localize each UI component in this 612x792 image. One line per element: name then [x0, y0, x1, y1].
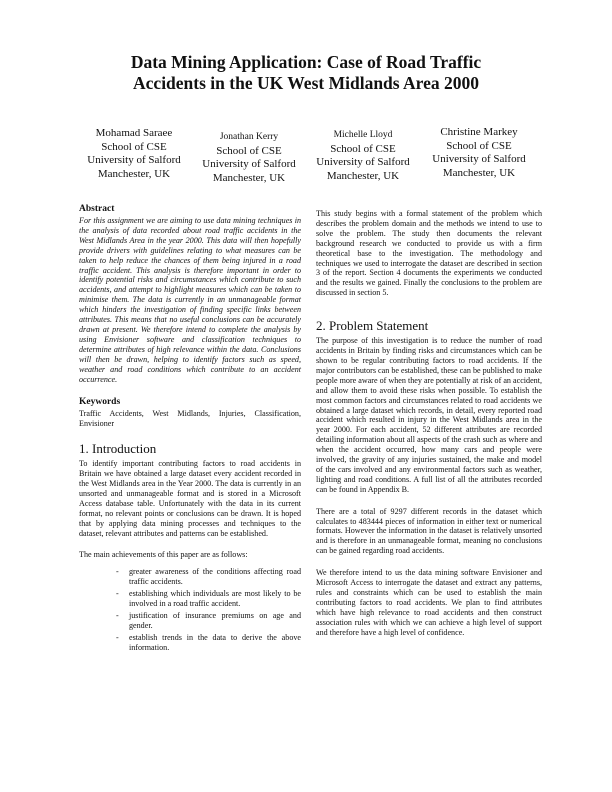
author-block: [193, 131, 305, 185]
author-dept: School of CSE: [446, 139, 512, 152]
list-item: - establishing which individuals are most likely to be involved in a road traffic accident.: [116, 589, 301, 609]
author-dept: School of CSE: [330, 142, 396, 155]
abstract-text: For this assignment we are aiming to use data mining techniques in the analysis of data recorded about road traffic accidents in the West Midlands Area in the year 2000. This data will then hopefully provide drivers with guidelines relating to what measures can be taken to help reduce the chances of them being injured in a road traffic accident. This analysis is therefore important in order to identify potential risks and circumstances which contribute to such accidents, and attempt to highlight measures which can be taken to minimise them. The data is currently in an unmanageable format which hinders the investigation of finding specific links between attributes. This means that no useful conclusions can be accurately drawn at present. We therefore intend to complete the analysis by using Envisioner software and classification techniques to determine attributes of high relevance within the data. Conclusions will then be drawn, helping to identify factors such as speed, weather and road conditions which contribute to an accident occurrence.: [79, 216, 301, 384]
title-line-2: Accidents in the UK West Midlands Area 2000: [133, 73, 479, 93]
keywords-heading: Keywords: [79, 397, 121, 408]
author-name: Christine Markey: [440, 126, 518, 138]
overview-paragraph: This study begins with a formal statement of the problem which describes the problem domain and the methods we intend to use to solve the problem. The study then documents the relevant background research we conducted to provide us with a firm theoretical base to the investigation. The methodology and techniques we used to interrogate the dataset are described in section 3 of the report. Section 4 documents the experiments we conducted and the results we gained. Finally the conclusions to the problem are discussed in section 5.: [316, 209, 542, 298]
author-dept: School of CSE: [216, 144, 282, 157]
problem-paragraph: The purpose of this investigation is to reduce the number of road accidents in Britain by finding risks and circumstances which can be shown to be regular contributing factors to road accidents. If the major contributors can be established, these can be published to make people more aware of when they are potentially at risk of an accident, and allow them to avoid these risks when possible. To establish the most common factors and circumstances related to road accidents we obtained a large dataset which records, in detail, every reported road accident which resulted in injury in the West Midlands area in the year 2000. For each accident, 52 different attributes are recorded detailing information about all aspects of the crash such as where and when the accident occurred, how many cars and people were involved, the gravity of any injuries sustained, the make and model of the cars involved and any environmental factors such as weather, lighting and road conditions. A full list of all the attributes recorded can be found in Appendix B.: [316, 336, 542, 494]
paper-title: [60, 52, 552, 94]
achievements-intro: The main achievements of this paper are as follows:: [79, 550, 248, 560]
author-location: Manchester, UK: [212, 171, 286, 184]
left-column: [79, 203, 301, 655]
author-name: Michelle Lloyd: [333, 130, 393, 140]
problem-paragraph: There are a total of 9297 different records in the dataset which calculates to 483444 pieces of information in either text or numerical formats. However the information in the dataset is relatively unsorted and is therefore in an unmanageable format, meaning no conclusions can be gained regarding road accidents.: [316, 506, 542, 556]
bullet-dash: -: [116, 632, 119, 642]
problem-statement-heading: 2. Problem Statement: [316, 318, 429, 334]
author-block: [420, 126, 538, 180]
author-dept: School of CSE: [101, 140, 167, 153]
author-university: University of Salford: [316, 156, 410, 168]
title-line-1: Data Mining Application: Case of Road Traffic: [130, 52, 482, 72]
author-name: Jonathan Kerry: [219, 132, 279, 142]
author-university: University of Salford: [432, 153, 526, 165]
introduction-paragraph: To identify important contributing factors to road accidents in Britain we have obtained a large dataset every accident recorded in the West Midlands area in the Year 2000. The data is currently in an unsorted and unmanageable format and is stored in a Microsoft Access database table. Unfortunately with the data in its current format, no relevant points or conclusions can be drawn. It is hoped that by applying data mining processes and techniques to the dataset, relevant attributes and patterns can be established.: [79, 459, 301, 538]
right-column: [316, 209, 542, 638]
list-item: - greater awareness of the conditions affecting road traffic accidents.: [116, 567, 301, 587]
keywords-text: Traffic Accidents, West Midlands, Injuries, Classification, Envisioner: [79, 409, 301, 429]
introduction-heading: 1. Introduction: [79, 441, 157, 457]
problem-paragraph: We therefore intend to us the data mining software Envisioner and Microsoft Access to interrogate the dataset and extract any patterns, rules and constraints which can be used to establish the main contributing factors to road accidents. We plan to find attributes which have high relevance to road accidents and then construct association rules with which we can achieve a high level of support and therefore have a high level of confidence.: [316, 568, 542, 637]
bullet-dash: -: [116, 567, 119, 577]
achievements-list: [79, 567, 301, 652]
author-block: [308, 129, 418, 183]
bullet-dash: -: [116, 589, 119, 599]
abstract-heading: Abstract: [79, 204, 115, 214]
author-block: [79, 127, 189, 181]
author-university: University of Salford: [87, 154, 181, 166]
list-item: - justification of insurance premiums on age and gender.: [116, 611, 301, 630]
author-name: Mohamad Saraee: [95, 127, 173, 139]
list-item: - establish trends in the data to derive the above information.: [116, 632, 301, 652]
author-location: Manchester, UK: [326, 169, 400, 182]
bullet-dash: -: [116, 611, 119, 620]
author-university: University of Salford: [202, 158, 296, 170]
author-location: Manchester, UK: [97, 167, 171, 180]
author-location: Manchester, UK: [442, 166, 516, 179]
